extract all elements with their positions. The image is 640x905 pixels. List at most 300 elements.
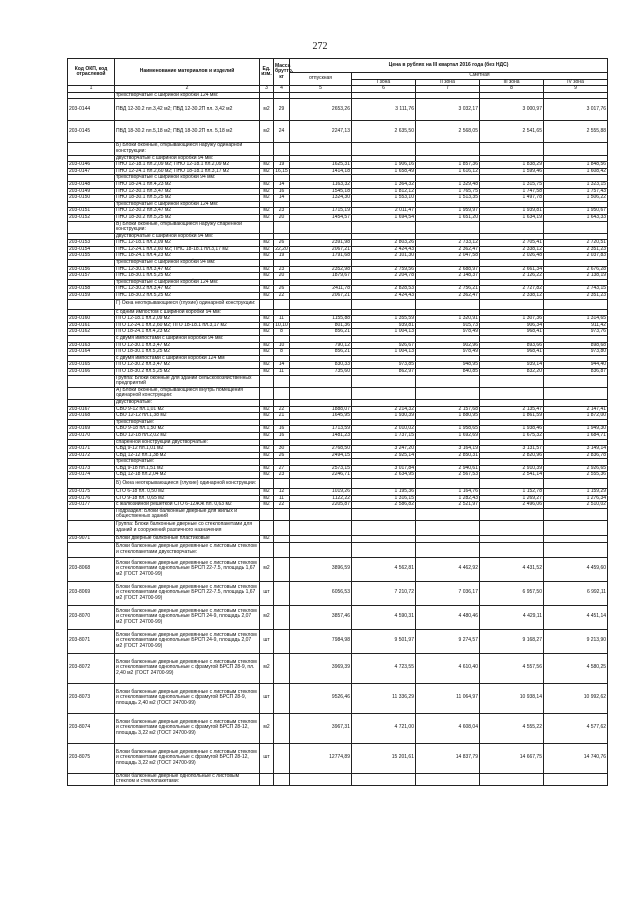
row-zone-1: 3 111,76 bbox=[352, 99, 416, 121]
empty-cell bbox=[260, 92, 274, 99]
row-zone-1: 2 635,50 bbox=[352, 121, 416, 143]
row-zone-4: 1 608,42 bbox=[544, 168, 608, 175]
row-zone-1: 1 004,13 bbox=[352, 329, 416, 336]
row-zone-3: 14 667,75 bbox=[480, 743, 544, 773]
empty-cell bbox=[544, 299, 608, 309]
row-unit: шт bbox=[260, 683, 274, 713]
row-zone-4: 2 351,23 bbox=[544, 293, 608, 300]
row-unit: м2 bbox=[260, 495, 274, 502]
empty-cell bbox=[416, 143, 480, 155]
row-zone-3: 2 126,22 bbox=[480, 273, 544, 280]
row-zone-2: 1 513,35 bbox=[416, 195, 480, 202]
section-row bbox=[68, 521, 608, 536]
row-zone-1: 1 553,10 bbox=[352, 195, 416, 202]
section-title: Подраздел: Блоки балконные дверные для жилых и общественных зданий bbox=[115, 508, 260, 520]
table-row bbox=[68, 99, 608, 121]
row-zone-2: 4 480,46 bbox=[416, 605, 480, 629]
row-zone-3: 1 939,81 bbox=[480, 208, 544, 215]
row-zone-2: 2 362,47 bbox=[416, 246, 480, 253]
row-code bbox=[68, 92, 115, 99]
row-zone-4: 4 459,60 bbox=[544, 557, 608, 581]
row-code: 203-0166 bbox=[68, 368, 115, 375]
row-unit: м2 bbox=[260, 253, 274, 260]
row-zone-4: 898,68 bbox=[544, 342, 608, 349]
row-name: ПНО 18-24.1 пл.4,23 м2 bbox=[115, 181, 260, 188]
row-zone-1: 2 101,30 bbox=[352, 253, 416, 260]
row-zone-4 bbox=[544, 536, 608, 543]
row-mass: 11 bbox=[274, 495, 290, 502]
row-zone-3: 2 338,12 bbox=[480, 246, 544, 253]
row-name: ПНО 18-30.2 пл.5,25 м2 bbox=[115, 214, 260, 221]
row-zone-4: 2 555,88 bbox=[544, 121, 608, 143]
row-code: 203-0144 bbox=[68, 99, 115, 121]
row-release-price: 1645,95 bbox=[290, 413, 352, 420]
row-release-price: 1715,19 bbox=[290, 208, 352, 215]
row-zone-2: 1 282,43 bbox=[416, 495, 480, 502]
row-zone-4: 973,80 bbox=[544, 349, 608, 356]
row-mass: 11 bbox=[274, 316, 290, 323]
header-price-group: Цена в рублях на III квартал 2016 года (без НДС) bbox=[290, 59, 608, 73]
empty-cell bbox=[352, 221, 416, 233]
section-row bbox=[68, 508, 608, 520]
row-zone-1: 4 562,81 bbox=[352, 557, 416, 581]
row-release-price: 1888,07 bbox=[290, 406, 352, 413]
row-zone-4: 1 506,22 bbox=[544, 195, 608, 202]
row-name: ПНО 12-18.1 пл.2,09 м2; ПНО 12-18.1 пл.2,09 м2 bbox=[115, 162, 260, 169]
row-zone-4: 911,42 bbox=[544, 322, 608, 329]
row-zone-3: 968,41 bbox=[480, 329, 544, 336]
section-title: трехстворчатые: bbox=[115, 459, 260, 466]
row-code: 203-0147 bbox=[68, 168, 115, 175]
row-zone-3: 1 599,46 bbox=[480, 168, 544, 175]
section-title: трехстворчатые с шириной коробки 124 мм: bbox=[115, 92, 260, 99]
section-title: двустворчатые с шириной коробки 94 мм: bbox=[115, 155, 260, 162]
row-name: СВО 12-12 пл.1,38 м2 bbox=[115, 413, 260, 420]
row-zone-1: 1 737,15 bbox=[352, 432, 416, 439]
table-header bbox=[68, 59, 608, 93]
empty-cell bbox=[544, 521, 608, 536]
row-unit: шт bbox=[260, 581, 274, 605]
row-name: ПВД 18-30.2 пл.5,18 м2; ПВД 18-30.2П пл. 5,18 м2 bbox=[115, 121, 260, 143]
row-name: Блоки балконные дверные деревянные с листовым стеклом и стеклопакетами однопольные БРСП 24-9, площадь 2,07 м2 (ГОСТ 24700-99) bbox=[115, 605, 260, 629]
row-code: 203-0150 bbox=[68, 195, 115, 202]
row-release-price: 1155,88 bbox=[290, 316, 352, 323]
table-row bbox=[68, 683, 608, 713]
empty-cell bbox=[544, 143, 608, 155]
row-zone-3: 2 661,34 bbox=[480, 266, 544, 273]
row-unit: м2 bbox=[260, 121, 274, 143]
row-zone-1: 1 316,15 bbox=[352, 495, 416, 502]
col-number: 9 bbox=[544, 86, 608, 93]
row-unit: м2 bbox=[260, 362, 274, 369]
row-zone-1: 939,81 bbox=[352, 322, 416, 329]
empty-cell bbox=[416, 508, 480, 520]
row-code: 203-0160 bbox=[68, 316, 115, 323]
empty-cell bbox=[480, 542, 544, 557]
empty-cell bbox=[352, 521, 416, 536]
row-zone-3: 2 705,41 bbox=[480, 240, 544, 247]
row-zone-2: 2 568,05 bbox=[416, 121, 480, 143]
row-zone-2: 1 857,36 bbox=[416, 162, 480, 169]
row-zone-1: 9 501,97 bbox=[352, 629, 416, 653]
row-name: ПГО 18-30.2 пл.5,25 м2 bbox=[115, 368, 260, 375]
empty-cell bbox=[260, 387, 274, 399]
row-release-price: 2352,98 bbox=[290, 266, 352, 273]
row-name: ПНО 12-30.2 пл.3,47 м2 bbox=[115, 208, 260, 215]
row-mass: 16 bbox=[274, 432, 290, 439]
row-code: 203-0155 bbox=[68, 253, 115, 260]
row-zone-2: 4 608,04 bbox=[416, 713, 480, 743]
row-code: 203-0174 bbox=[68, 472, 115, 479]
row-release-price: 6056,53 bbox=[290, 581, 352, 605]
row-zone-1: 3 017,84 bbox=[352, 465, 416, 472]
row-zone-1: 1 906,16 bbox=[352, 162, 416, 169]
row-code bbox=[68, 508, 115, 520]
table-row bbox=[68, 653, 608, 683]
row-unit: м2 bbox=[260, 329, 274, 336]
row-mass bbox=[274, 581, 290, 605]
empty-cell bbox=[274, 375, 290, 387]
row-zone-2: 2 157,68 bbox=[416, 406, 480, 413]
section-title: А) Блоки оконные, открывающиеся внутрь помещения одинарной конструкции: bbox=[115, 387, 260, 399]
row-zone-2: 1 616,12 bbox=[416, 168, 480, 175]
empty-cell bbox=[290, 143, 352, 155]
row-name: ПГО 18-30.1 пл.5,25 м2 bbox=[115, 349, 260, 356]
empty-cell bbox=[260, 508, 274, 520]
empty-cell bbox=[290, 521, 352, 536]
row-zone-1: 2 634,95 bbox=[352, 472, 416, 479]
row-zone-1: 1 694,54 bbox=[352, 214, 416, 221]
col-number: 6 bbox=[352, 86, 416, 93]
row-unit: м2 bbox=[260, 168, 274, 175]
empty-cell bbox=[416, 375, 480, 387]
empty-cell bbox=[352, 387, 416, 399]
header-code: Код ОКП, код отраслевой bbox=[68, 59, 115, 86]
row-zone-3: 2 910,39 bbox=[480, 465, 544, 472]
row-unit: м2 bbox=[260, 536, 274, 543]
row-zone-1: 2 925,14 bbox=[352, 452, 416, 459]
row-name: СВО 9-12 пл.1,01 м2 bbox=[115, 406, 260, 413]
row-zone-1: 2 424,43 bbox=[352, 293, 416, 300]
table-body bbox=[68, 92, 608, 785]
row-release-price: 1163,32 bbox=[290, 181, 352, 188]
row-mass: 22,20 bbox=[275, 245, 288, 252]
row-mass: 23 bbox=[274, 266, 290, 273]
row-mass: 8 bbox=[274, 349, 290, 356]
row-unit: м2 bbox=[260, 465, 274, 472]
row-mass: 10 bbox=[274, 342, 290, 349]
row-zone-2: 1 329,48 bbox=[416, 181, 480, 188]
row-mass: 27 bbox=[274, 465, 290, 472]
row-release-price: 2067,21 bbox=[290, 293, 352, 300]
table-row bbox=[68, 121, 608, 143]
page-number: 272 bbox=[312, 41, 328, 52]
row-zone-2: 3 164,19 bbox=[416, 446, 480, 453]
row-name: СВО 12-18 пл.2,02 м2 bbox=[115, 432, 260, 439]
row-mass bbox=[274, 605, 290, 629]
empty-cell bbox=[290, 387, 352, 399]
row-code: 203-0167 bbox=[68, 406, 115, 413]
section-row bbox=[68, 299, 608, 309]
row-mass: 8 bbox=[274, 329, 290, 336]
row-zone-4: 2 926,65 bbox=[544, 465, 608, 472]
row-zone-4: 1 684,71 bbox=[544, 432, 608, 439]
section-title: Г) Окна неоткрывающиеся (глухие) одинарной конструкции: bbox=[115, 299, 260, 309]
row-mass: 26 bbox=[274, 286, 290, 293]
col-number: 7 bbox=[416, 86, 480, 93]
empty-cell bbox=[274, 479, 290, 489]
empty-cell bbox=[260, 773, 274, 785]
section-title: трехстворчатые с шириной коробки 94 мм: bbox=[115, 260, 260, 267]
row-unit: м2 bbox=[260, 489, 274, 496]
row-zone-1: 2 424,43 bbox=[352, 246, 416, 253]
row-zone-3: 1 861,59 bbox=[480, 413, 544, 420]
row-zone-1: 1 364,32 bbox=[352, 181, 416, 188]
row-code bbox=[68, 773, 115, 785]
row-code: 203-0165 bbox=[68, 362, 115, 369]
row-zone-3: 2 541,65 bbox=[480, 121, 544, 143]
row-code: 203-0148 bbox=[68, 181, 115, 188]
empty-cell bbox=[480, 299, 544, 309]
row-zone-2 bbox=[416, 536, 480, 543]
row-zone-3: 1 838,29 bbox=[480, 162, 544, 169]
row-mass: 26 bbox=[274, 240, 290, 247]
row-name: ПНС 18-24.1 пл.4,23 м2 bbox=[115, 253, 260, 260]
row-release-price: 790,12 bbox=[290, 342, 352, 349]
empty-cell bbox=[480, 143, 544, 155]
empty-cell bbox=[480, 521, 544, 536]
row-unit: м2 bbox=[260, 246, 274, 253]
empty-cell bbox=[352, 479, 416, 489]
row-mass: 14 bbox=[274, 181, 290, 188]
row-release-price: 2205,87 bbox=[290, 502, 352, 509]
row-name: ПНС 12-30.2 пл.3,47 м2 bbox=[115, 286, 260, 293]
row-code: 203-0164 bbox=[68, 349, 115, 356]
row-zone-3: 1 675,32 bbox=[480, 432, 544, 439]
empty-cell bbox=[352, 773, 416, 785]
empty-cell bbox=[544, 542, 608, 557]
row-mass bbox=[274, 557, 290, 581]
row-unit: м2 bbox=[260, 316, 274, 323]
row-zone-4: 4 577,62 bbox=[544, 713, 608, 743]
row-release-price bbox=[290, 536, 352, 543]
row-zone-1: 926,67 bbox=[352, 342, 416, 349]
row-zone-1: 4 723,55 bbox=[352, 653, 416, 683]
row-unit: м2 bbox=[260, 472, 274, 479]
section-title: В) Блоки оконные, открывающиеся наружу спаренной конструкции: bbox=[115, 221, 260, 233]
price-table bbox=[67, 58, 608, 786]
row-zone-3: 1 747,58 bbox=[480, 188, 544, 195]
row-zone-2: 978,49 bbox=[416, 349, 480, 356]
row-zone-3: 4 429,11 bbox=[480, 605, 544, 629]
row-zone-3: 1 269,27 bbox=[480, 495, 544, 502]
row-zone-3: 893,66 bbox=[480, 342, 544, 349]
row-mass: 20 bbox=[274, 214, 290, 221]
row-zone-2: 14 837,79 bbox=[416, 743, 480, 773]
row-zone-3: 10 938,14 bbox=[480, 683, 544, 713]
empty-cell bbox=[274, 143, 290, 155]
row-zone-4: 1 848,56 bbox=[544, 162, 608, 169]
row-zone-2: 915,73 bbox=[416, 322, 480, 329]
empty-cell bbox=[274, 299, 290, 309]
row-name: ПГО 12-30.2 пл.3,47 м2 bbox=[115, 362, 260, 369]
row-code: 203-8075 bbox=[68, 743, 115, 773]
row-zone-3: 2 026,48 bbox=[480, 253, 544, 260]
empty-cell bbox=[544, 375, 608, 387]
row-release-price: 1545,18 bbox=[290, 188, 352, 195]
section-row bbox=[68, 92, 608, 99]
section-title: двустворчатые: bbox=[115, 399, 260, 406]
row-zone-4: 2 351,23 bbox=[544, 246, 608, 253]
empty-cell bbox=[274, 221, 290, 233]
row-mass: 30 bbox=[274, 446, 290, 453]
row-mass: 12 bbox=[274, 489, 290, 496]
row-zone-3: 6 957,50 bbox=[480, 581, 544, 605]
row-release-price: 1454,57 bbox=[290, 214, 352, 221]
row-code: 203-0163 bbox=[68, 342, 115, 349]
col-number: 2 bbox=[115, 86, 260, 93]
section-row bbox=[68, 375, 608, 387]
empty-cell bbox=[352, 92, 416, 99]
row-zone-1: 4 590,31 bbox=[352, 605, 416, 629]
row-name: Блоки балконные дверные деревянные с листовым стеклом и стеклопакетами однопольные БРСП 22-7.5, площадь 1,67 м2 (ГОСТ 24700-99) bbox=[115, 557, 260, 581]
row-zone-2: 902,96 bbox=[416, 342, 480, 349]
row-name: ПНС 12-18.1 пл.2,09 м2 bbox=[115, 240, 260, 247]
row-name: СГО 6-18 пл. 0,50 м2 bbox=[115, 489, 260, 496]
row-mass: 14 bbox=[274, 362, 290, 369]
row-mass: 23 bbox=[274, 208, 290, 215]
row-code: 203-8074 bbox=[68, 713, 115, 743]
empty-cell bbox=[290, 221, 352, 233]
empty-cell bbox=[274, 92, 290, 99]
row-release-price: 2653,26 bbox=[290, 99, 352, 121]
header-zone-2: II зона bbox=[416, 79, 480, 86]
row-zone-2: 948,95 bbox=[416, 362, 480, 369]
row-unit: м2 bbox=[260, 322, 274, 329]
row-release-price: 1122,22 bbox=[290, 495, 352, 502]
section-title: Б) Окна неоткрывающиеся (глухие) одинарной конструкции: bbox=[115, 479, 260, 489]
row-zone-4: 973,76 bbox=[544, 329, 608, 336]
empty-cell bbox=[260, 375, 274, 387]
row-release-price: 1713,59 bbox=[290, 426, 352, 433]
table-row bbox=[68, 713, 608, 743]
row-zone-2: 11 064,97 bbox=[416, 683, 480, 713]
col-number: 8 bbox=[480, 86, 544, 93]
section-title: с двумя импостами с шириной коробки 124 мм bbox=[115, 355, 260, 362]
row-mass: 22 bbox=[274, 293, 290, 300]
row-code: 203-0173 bbox=[68, 465, 115, 472]
row-code: 203-0154 bbox=[68, 246, 115, 253]
empty-cell bbox=[290, 299, 352, 309]
row-zone-3: 906,34 bbox=[480, 322, 544, 329]
row-release-price: 3967,31 bbox=[290, 713, 352, 743]
header-unit: Ед. изм. bbox=[260, 59, 274, 86]
row-name: ПГО 18-24.1 пл.4,23 м2 bbox=[115, 329, 260, 336]
row-name: ПГО 12-18.1 пл.2,09 м2 bbox=[115, 316, 260, 323]
row-zone-4: 1 323,15 bbox=[544, 181, 608, 188]
row-zone-3: 832,20 bbox=[480, 368, 544, 375]
empty-cell bbox=[352, 299, 416, 309]
row-zone-4: 836,87 bbox=[544, 368, 608, 375]
row-zone-2: 2 047,58 bbox=[416, 253, 480, 260]
section-title: двустворчатые с шириной коробки 94 мм: bbox=[115, 233, 260, 240]
row-name: с жалюзийной решеткой СГО 6-12ЖЖ пл. 0,63 м2 bbox=[115, 502, 260, 509]
row-code: 203-0157 bbox=[68, 273, 115, 280]
empty-cell bbox=[260, 143, 274, 155]
row-name: Блоки балконные дверные деревянные с листовым стеклом и стеклопакетами однопольные с фрамугой БРСП 28-9, площадь 2,40 м2 (ГОСТ 24700-99) bbox=[115, 683, 260, 713]
row-code: 203-0156 bbox=[68, 266, 115, 273]
empty-cell bbox=[544, 92, 608, 99]
section-title: с двумя импостами с шириной коробки 94 мм: bbox=[115, 336, 260, 343]
empty-cell bbox=[260, 521, 274, 536]
row-mass: 16,15 bbox=[275, 167, 288, 174]
empty-cell bbox=[480, 375, 544, 387]
row-unit: м2 bbox=[260, 286, 274, 293]
row-release-price: 1414,18 bbox=[290, 168, 352, 175]
row-unit: м2 bbox=[260, 99, 274, 121]
row-release-price: 2247,13 bbox=[290, 121, 352, 143]
row-zone-1: 2 586,82 bbox=[352, 502, 416, 509]
section-title: спаренной конструкции двустворчатые: bbox=[115, 439, 260, 446]
section-title: Б) Блоки оконные, открывающиеся наружу одинарной конструкции: bbox=[115, 143, 260, 155]
row-zone-4: 4 451,14 bbox=[544, 605, 608, 629]
section-row bbox=[68, 542, 608, 557]
section-row bbox=[68, 479, 608, 489]
row-zone-1: 15 201,61 bbox=[352, 743, 416, 773]
row-code bbox=[68, 299, 115, 309]
row-name: ПНС 18-30.2 пл.5,25 м2 bbox=[115, 293, 260, 300]
row-code bbox=[68, 542, 115, 557]
row-name: ПГО 12-30.1 пл.3,47 м2 bbox=[115, 342, 260, 349]
row-zone-4: 1 643,33 bbox=[544, 214, 608, 221]
row-zone-2: 1 959,97 bbox=[416, 208, 480, 215]
row-release-price: 1481,23 bbox=[290, 432, 352, 439]
row-unit: шт bbox=[260, 743, 274, 773]
row-name: ПГО 12-24.1 пл.2,60 м2; ПГО 18-18.1 пл.3,17 м2 bbox=[115, 322, 260, 329]
col-number: 4 bbox=[274, 86, 290, 93]
row-zone-4: 1 950,67 bbox=[544, 208, 608, 215]
row-code bbox=[68, 521, 115, 536]
empty-cell bbox=[352, 375, 416, 387]
row-unit: м2 bbox=[260, 181, 274, 188]
row-zone-4: 1 159,29 bbox=[544, 489, 608, 496]
row-name: СВО 9-18 пл.1,50 м2 bbox=[115, 426, 260, 433]
row-name: ПНС 18-30.1 пл.5,25 м2 bbox=[115, 273, 260, 280]
row-zone-2: 1 765,75 bbox=[416, 188, 480, 195]
row-code: 203-8070 bbox=[68, 605, 115, 629]
row-zone-3: 1 634,19 bbox=[480, 214, 544, 221]
table-row bbox=[68, 472, 608, 479]
row-release-price: 2246,71 bbox=[290, 472, 352, 479]
row-zone-3: 2 496,06 bbox=[480, 502, 544, 509]
row-zone-2: 9 274,57 bbox=[416, 629, 480, 653]
empty-cell bbox=[416, 387, 480, 399]
row-code: 203-0152 bbox=[68, 214, 115, 221]
header-zone-3: III зона bbox=[480, 79, 544, 86]
row-zone-3: 1 315,75 bbox=[480, 181, 544, 188]
row-zone-1: 973,85 bbox=[352, 362, 416, 369]
row-zone-4: 2 743,15 bbox=[544, 286, 608, 293]
row-zone-2: 2 688,97 bbox=[416, 266, 480, 273]
row-unit: м2 bbox=[260, 188, 274, 195]
row-name: СВД 12-18 пл.2,04 м2 bbox=[115, 472, 260, 479]
section-title: с одним импостом с шириной коробки 94 мм: bbox=[115, 309, 260, 316]
row-zone-1 bbox=[352, 536, 416, 543]
row-zone-2: 2 362,47 bbox=[416, 293, 480, 300]
section-title: трехстворчатые с шириной коробки 124 мм: bbox=[115, 201, 260, 208]
empty-cell bbox=[290, 773, 352, 785]
row-unit: м2 bbox=[260, 162, 274, 169]
